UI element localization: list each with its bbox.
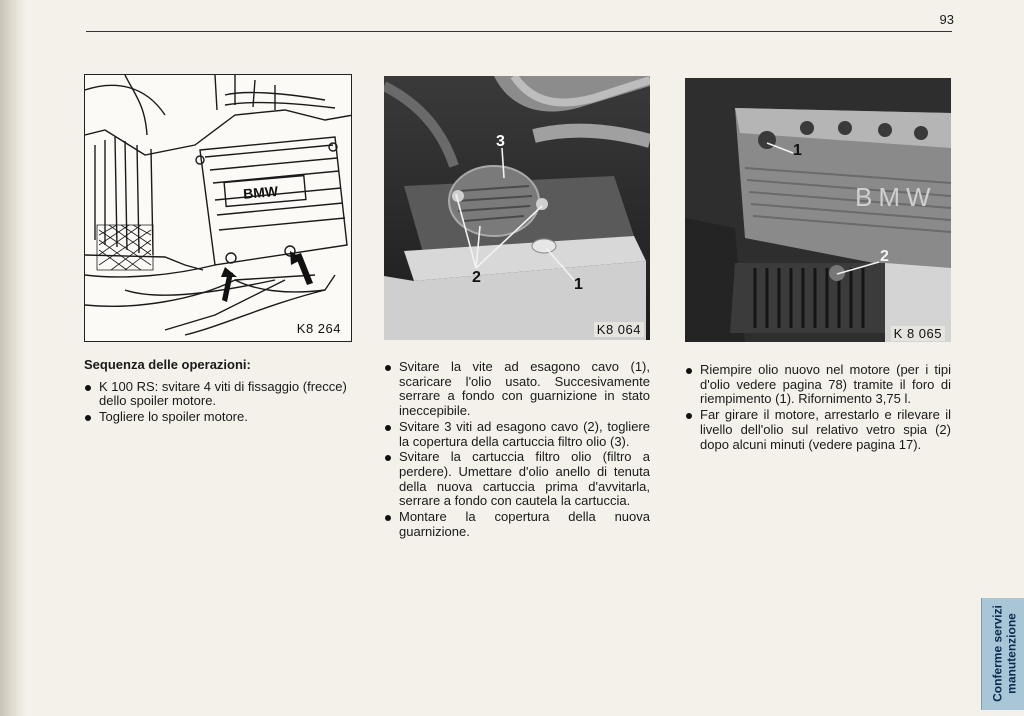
figure-code: K 8 065 — [891, 326, 945, 341]
page-number: 93 — [939, 12, 954, 27]
column-middle — [384, 360, 650, 540]
figure-oil-fill-photo — [685, 78, 951, 342]
bullet-item: Riempire olio nuovo nel motore (per i tipi d'olio vedere pagina 78) tramite il foro di riempimento (1). Rifornimento 3,75 l. — [685, 363, 951, 407]
column-left — [84, 358, 352, 426]
bullet-item: K 100 RS: svitare 4 viti di fissaggio (frecce) dello spoiler motore. — [84, 380, 352, 409]
bullet-item: Svitare la cartuccia filtro olio (filtro a perdere). Umettare d'olio anello di tenuta della nuova cartuccia prima d'avvitarla, serrare a fondo con cautela la cartuccia. — [384, 450, 650, 509]
bullet-item: Svitare la vite ad esagono cavo (1), scaricare l'olio usato. Succesivamente serrare a fondo con guarnizione in stato ineccepibile. — [384, 360, 650, 419]
callout-2: 2 — [472, 269, 481, 286]
bullet-list — [685, 363, 951, 452]
callout-3: 3 — [496, 133, 505, 150]
tab-line-2: manutenzione — [1004, 613, 1018, 694]
engine-drawing-svg — [85, 75, 352, 342]
header-rule — [86, 31, 952, 32]
bmw-cover-lettering: BMW — [855, 182, 937, 212]
tab-line-1: Conferme servizi — [990, 605, 1004, 702]
bullet-item: Togliere lo spoiler motore. — [84, 410, 352, 425]
figure-code: K8 064 — [594, 322, 644, 337]
callout-1: 1 — [793, 142, 802, 159]
figure-oil-filter-photo — [384, 76, 650, 340]
section-thumb-tab-label — [983, 598, 1024, 710]
callout-2: 2 — [880, 248, 889, 265]
oil-fill-photo-svg — [685, 78, 951, 342]
callout-1: 1 — [574, 276, 583, 293]
section-heading: Sequenza delle operazioni: — [84, 357, 251, 372]
figure-engine-spoiler-drawing — [84, 74, 352, 342]
section-thumb-tab[interactable] — [981, 598, 1024, 710]
figure-code: K8 264 — [296, 321, 341, 336]
bullet-item: Far girare il motore, arrestarlo e rilevare il livello dell'olio sul relativo vetro spia (2) dopo alcuni minuti (vedere pagina 17). — [685, 408, 951, 452]
oil-filter-photo-svg — [384, 76, 650, 340]
bullet-item: Svitare 3 viti ad esagono cavo (2), togliere la copertura della cartuccia filtro olio (3). — [384, 420, 650, 449]
column-right — [685, 363, 951, 453]
bmw-logo-text: BMW — [242, 182, 279, 202]
bullet-item: Montare la copertura della nuova guarnizione. — [384, 510, 650, 539]
page-binding-shadow — [0, 0, 26, 716]
bullet-list — [384, 360, 650, 539]
bullet-list — [84, 380, 352, 425]
